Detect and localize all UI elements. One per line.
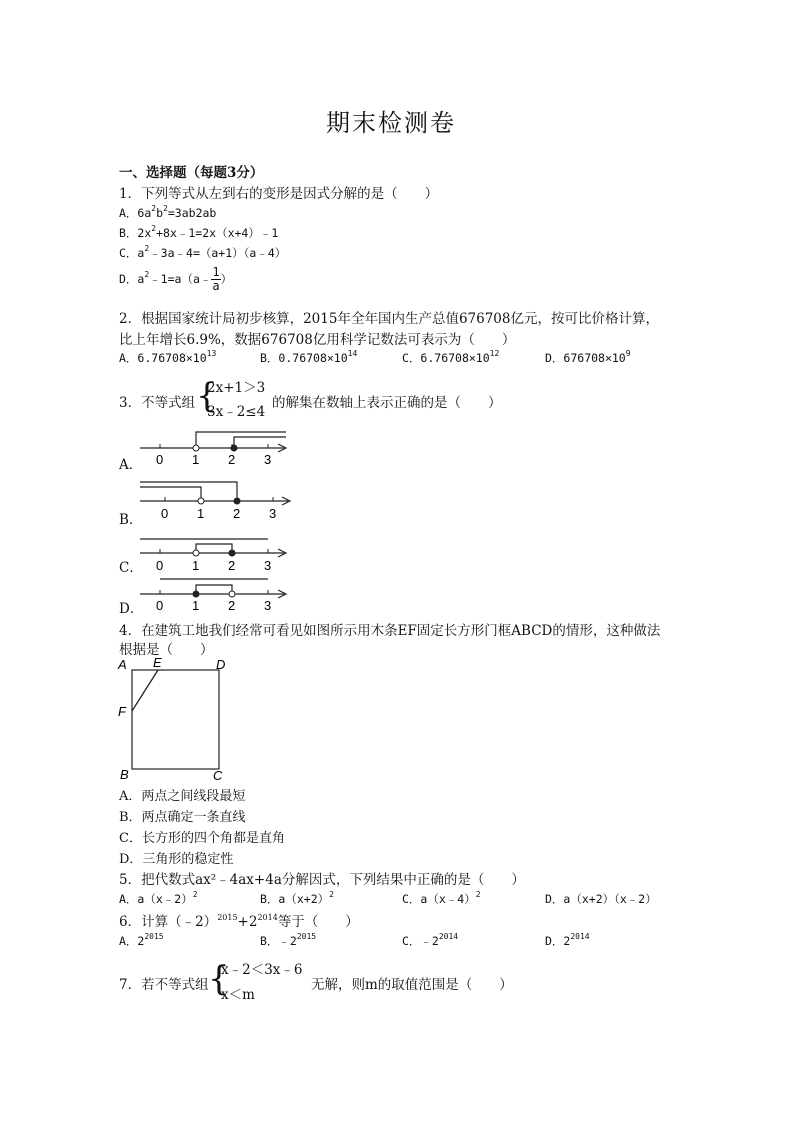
question-6-option-b: B．$﹣2^{2015}$ (260, 932, 317, 948)
question-4-option-d: D．三角形的稳定性 (119, 852, 234, 867)
question-5-option-a: A．a（x﹣2）$^2$ (119, 890, 198, 906)
number-line-label-d: D． (119, 601, 144, 617)
question-2-line-2: 比上年增长6.9%，数据676708亿用科学记数法可表示为（ ） (119, 332, 516, 348)
question-6-stem: 6．计算$(﹣2)^{2015}+2^{2014}$等于（ ） (119, 913, 359, 930)
number-line-b[interactable] (138, 478, 294, 522)
question-3-suffix: 的解集在数轴上表示正确的是（ ） (272, 395, 502, 411)
question-3-inequality-2: 3x﹣2≤4 (207, 404, 266, 420)
number-line-c[interactable] (138, 534, 290, 574)
page-title: 期末检测卷 (326, 109, 456, 137)
question-7-inequality-2: x＜m (221, 987, 255, 1003)
question-2-option-c: C．$6.76708\times 10^{12}$ (402, 349, 500, 365)
question-1-option-a: A．$6a^2b^2=3ab2ab$ (119, 204, 217, 220)
question-6-option-c: C．$﹣2^{2014}$ (402, 932, 459, 948)
question-4-option-c: C．长方形的四个角都是直角 (119, 831, 285, 846)
question-2-line-1: 2．根据国家统计局初步核算，2015年全年国内生产总值676708亿元，按可比价格计算， (119, 311, 659, 327)
number-line-label-b: B． (119, 512, 143, 528)
question-7-prefix: 7．若不等式组 (119, 977, 209, 993)
question-4-line-1: 4．在建筑工地我们经常可看见如图所示用木条EF固定长方形门框ABCD的情形，这种做法 (119, 623, 661, 639)
question-1-option-b: B．$2x^2+8x﹣1=2x(x+4)﹣1$ (119, 224, 279, 240)
question-5-stem: 5．把代数式ax²﹣4ax+4a分解因式，下列结果中正确的是（ ） (119, 872, 525, 888)
number-line-a[interactable] (138, 428, 290, 470)
question-4-line-2: 根据是（ ） (119, 642, 214, 658)
question-7-inequality-1: x﹣2＜3x﹣6 (221, 962, 303, 978)
question-4-option-b: B．两点确定一条直线 (119, 810, 246, 825)
system-brace: { (208, 959, 230, 999)
question-2-option-a: A．$6.76708\times 10^{13}$ (119, 349, 217, 365)
question-6-option-d: D．$2^{2014}$ (545, 932, 590, 948)
svg-text:1: 1 (192, 558, 200, 573)
question-2-option-b: B．$0.76708\times 10^{14}$ (260, 349, 358, 365)
svg-text:2: 2 (228, 598, 236, 613)
svg-text:2: 2 (233, 506, 241, 521)
fraction-1-over-a: $\frac{1}{a}$ (212, 265, 220, 293)
svg-text:1: 1 (192, 452, 200, 467)
number-line-label-c: C． (119, 560, 143, 576)
question-4-option-a: A．两点之间线段最短 (119, 789, 246, 804)
question-1-option-c: C．$a^2﹣3a﹣4=(a+1)(a﹣4)$ (119, 244, 287, 260)
question-7-suffix: 无解，则m的取值范围是（ ） (311, 977, 513, 993)
vertex-e: E (153, 655, 162, 670)
svg-text:1: 1 (197, 506, 205, 521)
vertex-a: A (118, 657, 127, 672)
svg-text:2: 2 (228, 452, 236, 467)
question-1-stem: 1．下列等式从左到右的变形是因式分解的是（ ） (119, 186, 439, 202)
vertex-d: D (216, 657, 226, 672)
door-frame-figure (115, 655, 240, 785)
svg-text:1: 1 (192, 598, 200, 613)
question-5-option-c: C．a（x﹣4）$^2$ (402, 890, 481, 906)
question-3-inequality-1: 2x+1＞3 (207, 380, 266, 396)
question-6-option-a: A．$2^{2015}$ (119, 932, 164, 948)
svg-text:3: 3 (264, 598, 272, 613)
system-brace: { (196, 376, 218, 416)
section-heading: 一、选择题（每题3分） (119, 165, 264, 181)
svg-text:0: 0 (156, 558, 164, 573)
question-5-option-d: D．a（x+2）（x﹣2） (545, 892, 657, 906)
svg-text:3: 3 (269, 506, 277, 521)
svg-text:0: 0 (156, 598, 164, 613)
vertex-b: B (120, 767, 129, 782)
number-line-d[interactable] (138, 574, 290, 614)
svg-text:2: 2 (228, 558, 236, 573)
svg-text:3: 3 (264, 452, 272, 467)
svg-text:0: 0 (156, 452, 164, 467)
svg-text:3: 3 (264, 558, 272, 573)
question-5-option-b: B．$a(x+2)^2$ (260, 890, 334, 906)
vertex-f: F (118, 704, 126, 719)
number-line-label-a: A． (119, 457, 143, 473)
svg-text:0: 0 (161, 506, 169, 521)
question-1-option-d: D．$a^2﹣1=a(a﹣$ $\frac{1}{a}$ ） (119, 265, 233, 293)
vertex-c: C (213, 768, 223, 783)
question-3-prefix: 3．不等式组 (119, 395, 196, 411)
question-2-option-d: D．$676708\times 10^9$ (545, 349, 631, 365)
